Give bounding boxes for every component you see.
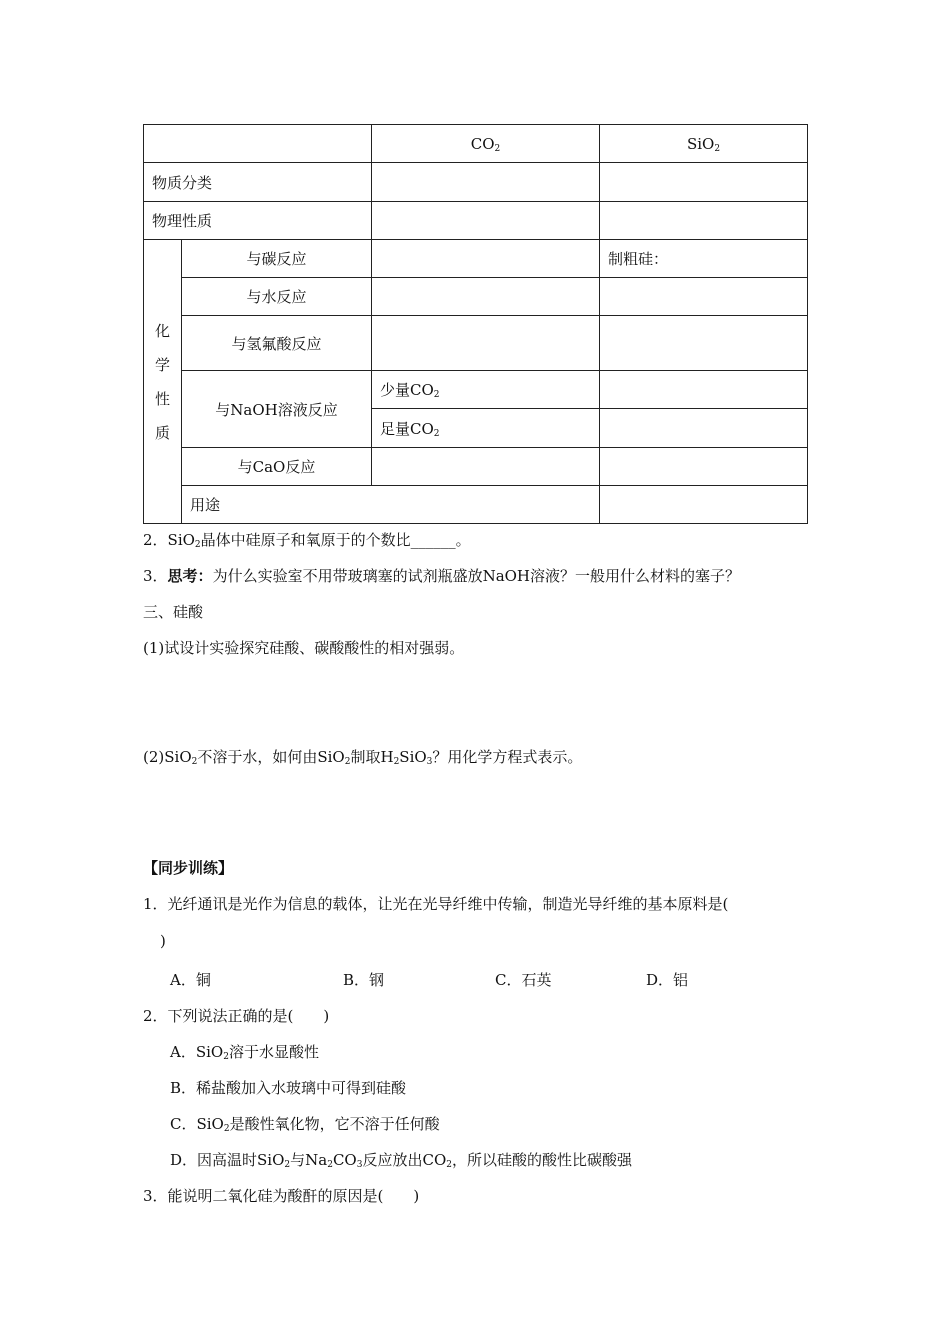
row-cao xyxy=(144,448,808,486)
row-label-use: 用途 xyxy=(182,486,600,524)
cell-crude-silicon: 制粗硅： xyxy=(600,240,808,278)
exercise-2-option-b: B．稀盐酸加入水玻璃中可得到硅酸 xyxy=(170,1079,407,1097)
comparison-table xyxy=(143,124,808,524)
header-sio2: SiO$_2$ xyxy=(600,125,808,163)
row-label-naoh: 与NaOH溶液反应 xyxy=(182,371,372,448)
row-label-carbon: 与碳反应 xyxy=(182,240,372,278)
row-physical xyxy=(144,202,808,240)
question-3-think: 3．思考：为什么实验室不用带玻璃塞的试剂瓶盛放NaOH溶液？一般用什么材料的塞子？ xyxy=(143,567,741,585)
row-label-cao: 与CaO反应 xyxy=(182,448,372,486)
row-label-physical: 物理性质 xyxy=(144,202,372,240)
exercise-2-stem: 2．下列说法正确的是( ) xyxy=(143,1007,330,1025)
question-2-ratio: 2．SiO$_2$晶体中硅原子和氧原于的个数比______。 xyxy=(143,531,471,550)
header-empty-cell xyxy=(144,125,372,163)
cell-small-co2: 少量$CO_2$ xyxy=(372,371,600,409)
table-header-row xyxy=(144,125,808,163)
row-label-hf: 与氢氟酸反应 xyxy=(182,316,372,371)
section-silicic-acid-heading: 三、硅酸 xyxy=(143,603,204,621)
exercise-1-options xyxy=(170,969,770,991)
row-hf xyxy=(144,316,808,371)
row-carbon xyxy=(144,240,808,278)
exercise-2-option-a: A．SiO$_2$溶于水显酸性 xyxy=(170,1043,319,1062)
row-water xyxy=(144,278,808,316)
exercise-1-stem: 1．光纤通讯是光作为信息的载体，让光在光导纤维中传输，制造光导纤维的基本原料是( xyxy=(143,895,729,913)
row-use xyxy=(144,486,808,524)
row-label-classification: 物质分类 xyxy=(144,163,372,202)
exercise-3-stem: 3．能说明二氧化硅为酸酐的原因是( ) xyxy=(143,1187,420,1205)
prompt-2: (2)SiO$_2$不溶于水，如何由SiO$_2$制取$H_2SiO_3$？用化学方程式表示。 xyxy=(143,748,583,767)
row-classification xyxy=(144,163,808,202)
option-d: D．铝 xyxy=(646,971,689,989)
practice-title: 【同步训练】 xyxy=(143,859,234,877)
vertical-label-chemical: 化 学 性 质 xyxy=(144,240,182,524)
exercise-2-option-d: D．因高温时SiO$_2$与$Na_2CO_3$反应放出$CO_2$，所以硅酸的酸性比碳酸强 xyxy=(170,1151,632,1170)
row-naoh-small xyxy=(144,371,808,409)
option-c: C．石英 xyxy=(495,971,552,989)
option-b: B．钢 xyxy=(343,971,385,989)
option-a: A．铜 xyxy=(170,971,211,989)
exercise-2-option-c: C．SiO$_2$是酸性氧化物，它不溶于任何酸 xyxy=(170,1115,440,1134)
exercise-1-paren: ) xyxy=(160,932,166,950)
prompt-1: (1)试设计实验探究硅酸、碳酸酸性的相对强弱。 xyxy=(143,639,465,657)
header-co2: $CO_2$ xyxy=(372,125,600,163)
row-label-water: 与水反应 xyxy=(182,278,372,316)
cell-large-co2: 足量$CO_2$ xyxy=(372,409,600,448)
